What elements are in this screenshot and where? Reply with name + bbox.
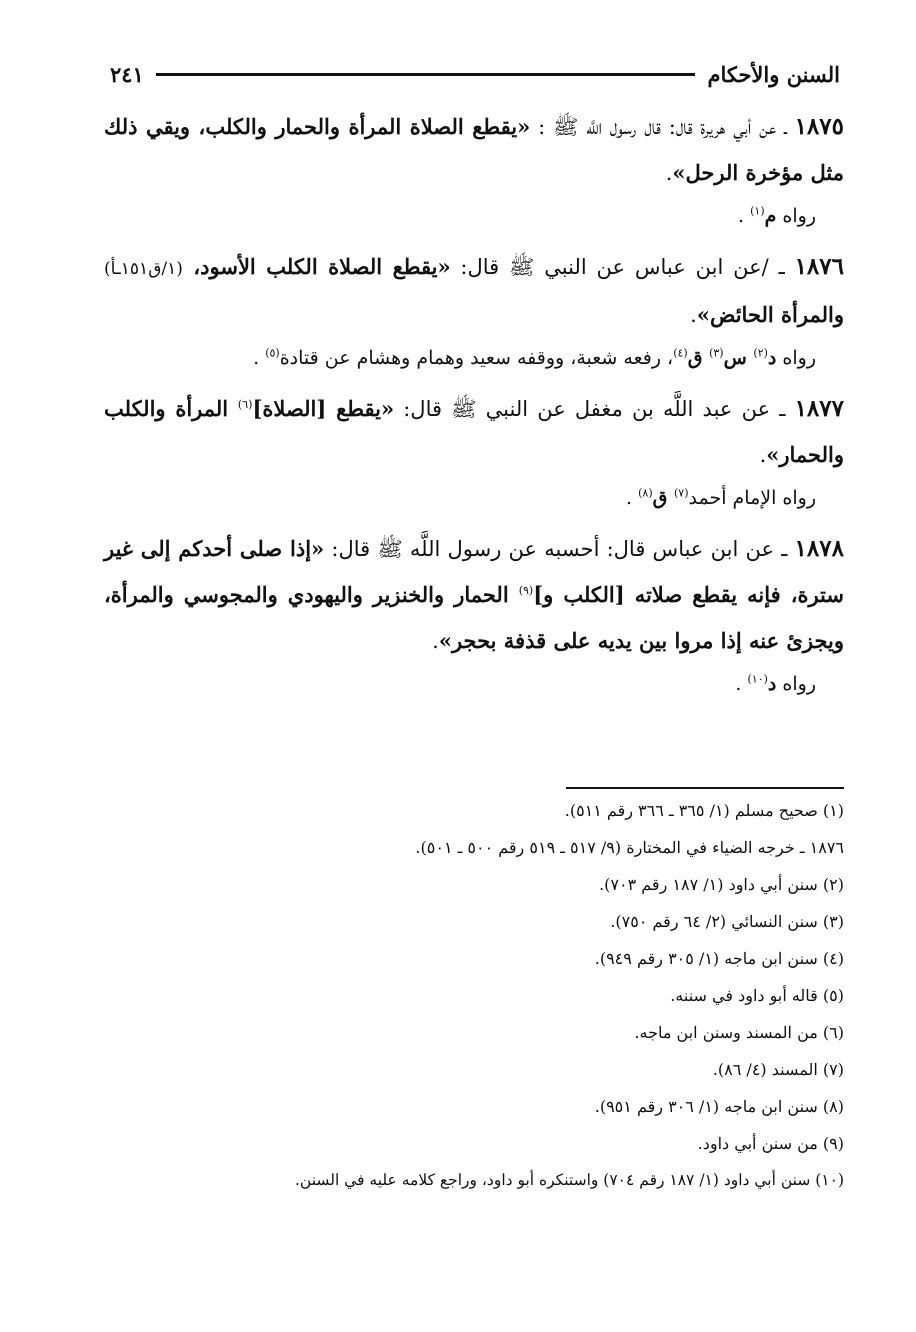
- source-symbol: ق: [652, 487, 674, 509]
- source-symbol: م: [764, 205, 777, 227]
- footnote-marker: (٣): [709, 346, 724, 360]
- footnote-item: (٦) من المسند وسنن ابن ماجه.: [634, 1023, 844, 1042]
- footnote-marker: (٦): [237, 398, 253, 411]
- footnote-marker: (٥): [265, 346, 280, 360]
- source-text: رواه: [776, 673, 816, 695]
- punct: .: [626, 487, 639, 509]
- punct: .: [759, 443, 767, 467]
- footnote-item: (١) صحيح مسلم (١/ ٣٦٥ ـ ٣٦٦ رقم ٥١١).: [564, 801, 844, 820]
- hadith-intro: عن عبد اللَّه بن مغفل عن النبي ﷺ قال:: [394, 397, 771, 421]
- footnote-marker: (٨): [638, 486, 653, 500]
- hadith-matn-cont: والمرأة الحائض»: [696, 302, 844, 327]
- source-1875: [104, 196, 816, 236]
- hadith-matn: «يقطع [الصلاة]: [252, 396, 395, 421]
- dash: ـ: [768, 255, 795, 279]
- footnote-item: (٣) سنن النسائي (٢/ ٦٤ رقم ٧٥٠).: [610, 912, 844, 931]
- footnote-item: (٥) قاله أبو داود في سننه.: [670, 986, 844, 1005]
- source-text: رواه الإمام أحمد: [688, 487, 816, 509]
- footnote-item: (٨) سنن ابن ماجه (١/ ٣٠٦ رقم ٩٥١).: [594, 1097, 844, 1116]
- punct: .: [690, 303, 697, 327]
- hadith-intro: /عن ابن عباس عن النبي ﷺ قال:: [450, 255, 769, 279]
- hadith-intro: عن ابن عباس قال: أحسبه عن رسول اللَّه ﷺ قال:: [324, 537, 775, 561]
- dash: ـ: [774, 537, 795, 561]
- manuscript-ref: (١/ق١٥١ـأ): [104, 259, 183, 279]
- hadith-number: ١٨٧٧: [794, 395, 844, 422]
- hadith-matn-cont: المرأة والكلب والحمار»: [104, 396, 844, 467]
- hadith-number: ١٨٧٥: [794, 113, 844, 140]
- footnote-item: ١٨٧٦ ـ خرجه الضياء في المختارة (٩/ ٥١٧ ـ ٥١٩ رقم ٥٠٠ ـ ٥٠١).: [415, 838, 844, 857]
- hadith-1876: [104, 244, 844, 338]
- footnote-marker: (١): [750, 204, 765, 218]
- dash: ـ: [770, 397, 795, 421]
- footnote-separator: [566, 787, 844, 789]
- hadith-matn: «إذا صلى أحدكم إلى غير سترة، فإنه يقطع صلاته [الكلب و]: [104, 536, 844, 607]
- footnote-marker: (٩): [518, 584, 534, 597]
- source-1877: [104, 478, 816, 518]
- hadith-matn: «يقطع الصلاة المرأة والحمار والكلب، ويقي ذلك مثل مؤخرة الرحل»: [104, 114, 844, 185]
- source-symbol: د: [767, 673, 777, 695]
- page-number: ٢٤١: [110, 61, 144, 87]
- punct: .: [735, 673, 748, 695]
- source-symbol: س: [723, 347, 754, 369]
- hadith-intro: عن أبي هريرة قال: قال رسول اللَّه ﷺ :: [530, 115, 777, 139]
- hadith-matn-cont: الحمار والخنزير واليهودي والمجوسي والمرأة، ويجزئ عنه إذا مروا بين يديه على قذفة بحجر»: [104, 582, 844, 653]
- footnote-marker: (٧): [673, 486, 689, 500]
- source-1878: [104, 664, 816, 704]
- hadith-number: ١٨٧٨: [794, 535, 844, 562]
- footnote-item: (٤) سنن ابن ماجه (١/ ٣٠٥ رقم ٩٤٩).: [594, 949, 844, 968]
- punct: .: [253, 347, 266, 369]
- punct: .: [738, 205, 751, 227]
- source-note: ، رفعه شعبة، ووقفه سعيد وهمام وهشام عن قتادة: [279, 347, 674, 369]
- source-text: رواه: [776, 205, 816, 227]
- running-header: [110, 58, 840, 90]
- footnote-item: (٧) المسند (٤/ ٨٦).: [712, 1060, 844, 1079]
- hadith-1878: [104, 526, 844, 664]
- source-symbol: د: [767, 347, 777, 369]
- footnote-marker: (١٠): [747, 672, 768, 686]
- footnote-marker: (٢): [753, 346, 768, 360]
- hadith-1875: [104, 104, 844, 196]
- source-symbol: ق: [687, 347, 710, 369]
- header-rule: [156, 73, 696, 76]
- footnote-item: (٢) سنن أبي داود (١/ ١٨٧ رقم ٧٠٣).: [599, 875, 844, 894]
- main-text: [104, 104, 844, 712]
- hadith-number: ١٨٧٦: [794, 253, 844, 280]
- hadith-matn: «يقطع الصلاة الكلب الأسود،: [182, 254, 451, 279]
- source-1876: [104, 338, 816, 378]
- footnotes: [104, 792, 844, 1199]
- source-text: رواه: [776, 347, 816, 369]
- chapter-title: السنن والأحكام: [707, 61, 840, 87]
- footnote-item: (١٠) سنن أبي داود (١/ ١٨٧ رقم ٧٠٤) واستنكره أبو داود، وراجع كلامه عليه في السنن.: [294, 1171, 844, 1189]
- dash: ـ: [776, 115, 795, 139]
- punct: .: [432, 629, 439, 653]
- punct: .: [665, 161, 673, 185]
- footnote-marker: (٤): [673, 346, 688, 360]
- hadith-1877: [104, 386, 844, 478]
- footnote-item: (٩) من سنن أبي داود.: [697, 1134, 844, 1153]
